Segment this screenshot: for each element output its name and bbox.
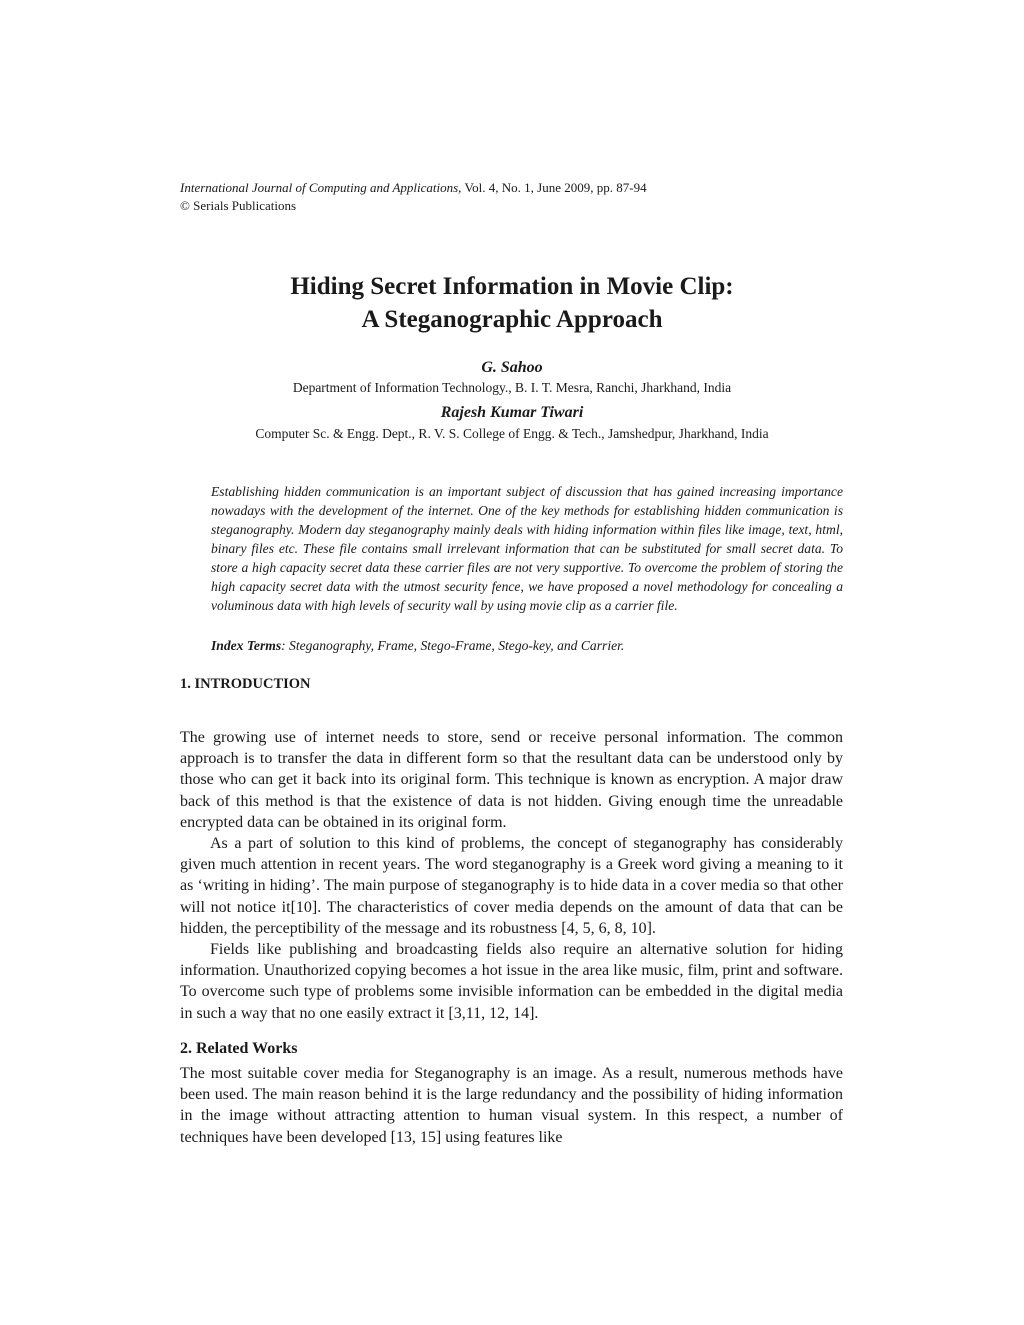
publisher: © Serials Publications — [180, 198, 297, 213]
abstract-text: Establishing hidden communication is an important subject of discussion that has gained increasing importance nowadays with the development of the internet. One of the key methods for establishing hidden communication is steganography. Modern day steganography mainly deals with hiding information within files like image, text, html, binary files etc. These file contains small irrelevant information that can be substituted for small secret data. To store a high capacity secret data these carrier files are not very supportive. To overcome the problem of storing the high capacity secret data with the utmost security fence, we have proposed a novel methodology for concealing a voluminous data with high levels of security wall by using movie clip as a carrier file. — [211, 484, 843, 613]
paper-title-line-2: A Steganographic Approach — [361, 306, 663, 333]
author-affiliation-1: Department of Information Technology., B. I. T. Mesra, Ranchi, Jharkhand, India — [292, 380, 732, 395]
paragraph: As a part of solution to this kind of problems, the concept of steganography has considerably given much attention in recent years. The word steganography is a Greek word giving a meaning to it as ‘writing in hiding’. The main purpose of steganography is to hide data in a cover media so that other will not notice it[10]. The characteristics of cover media depends on the amount of data that can be hidden, the perceptibility of the message and its robustness [4, 5, 6, 8, 10]. — [180, 835, 843, 937]
section-heading-related-works: 2. Related Works — [180, 1040, 298, 1057]
index-terms — [211, 636, 843, 655]
author-affiliation-2: Computer Sc. & Engg. Dept., R. V. S. College of Engg. & Tech., Jamshedpur, Jharkhand, India — [255, 426, 769, 441]
journal-citation — [180, 179, 647, 197]
index-terms-text: : Steganography, Frame, Stego-Frame, Stego-key, and Carrier. — [281, 638, 625, 653]
index-terms-label: Index Terms — [211, 638, 282, 653]
paragraph: The most suitable cover media for Steganography is an image. As a result, numerous methods have been used. The main reason behind it is the large redundancy and the possibility of hiding information in the image without attracting attention to human visual system. In this respect, a number of techniques have been developed [13, 15] using features like — [180, 1065, 843, 1146]
journal-details: Vol. 4, No. 1, June 2009, pp. 87-94 — [461, 180, 647, 195]
author-name-2: Rajesh Kumar Tiwari — [440, 404, 584, 421]
journal-name: International Journal of Computing and Applications, — [180, 180, 462, 195]
author-name-1: G. Sahoo — [481, 359, 543, 376]
paragraph: Fields like publishing and broadcasting fields also require an alternative solution for hiding information. Unauthorized copying becomes a hot issue in the area like music, film, print and software. To overcome such type of problems some invisible information can be embedded in the digital media in such a way that no one easily extract it [3,11, 12, 14]. — [180, 941, 843, 1022]
paragraph: The growing use of internet needs to store, send or receive personal information. The common approach is to transfer the data in different form so that the resultant data can be understood only by those who can get it back into its original form. This technique is known as encryption. A major draw back of this method is that the existence of data is not hidden. Giving enough time the unreadable encrypted data can be obtained in its original form. — [180, 729, 843, 831]
paper-title-line-1: Hiding Secret Information in Movie Clip: — [290, 273, 734, 300]
section-heading-introduction: 1. INTRODUCTION — [180, 676, 311, 692]
